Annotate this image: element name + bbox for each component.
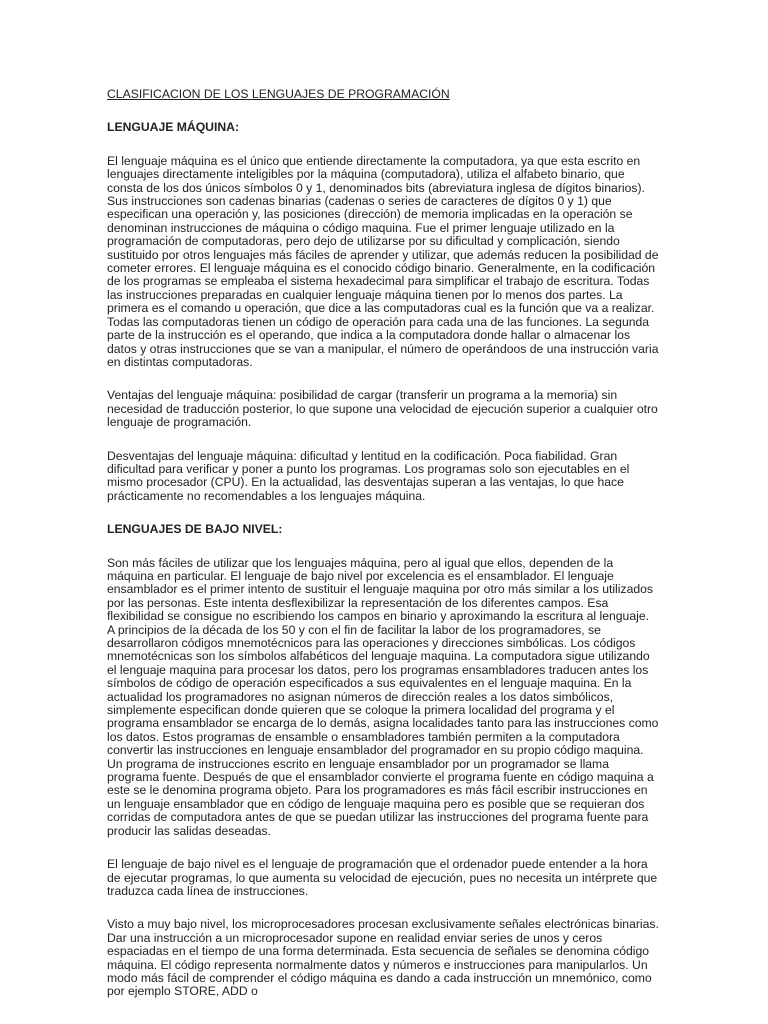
paragraph-bajo-nivel-ensamblador: Son más fáciles de utilizar que los lenguajes máquina, pero al igual que ellos, dependen de la máquina en particular. El lenguaje de bajo nivel por excelencia es el ensamblador. El lenguaje ensamblador es el primer intento de sustituir el lenguaje maquina por otro más similar a los utilizados por las personas. Este intenta desflexibilizar la representación de los diferentes campos. Esa flexibilidad se consigue no escribiendo los campos en binario y aproximando la escritura al lenguaje. A principios de la década de los 50 y con el fin de facilitar la labor de los programadores, se desarrollaron códigos mnemotécnicos para las operaciones y direcciones simbólicas. Los códigos mnemotécnicas son los símbolos alfabéticos del lenguaje maquina. La computadora sigue utilizando el lenguaje maquina para procesar los datos, pero los programas ensambladores traducen antes los símbolos de código de operación especificados a sus equivalentes en el lenguaje maquina. En la actualidad los programadores no asignan números de dirección reales a los datos simbólicos, simplemente especifican donde quieren que se coloque la primera localidad del programa y el programa ensamblador se encarga de lo demás, asigna localidades tanto para las instrucciones como los datos. Estos programas de ensamble o ensambladores también permiten a la computadora convertir las instrucciones en lenguaje ensamblador del programador en su propio código maquina. Un programa de instrucciones escrito en lenguaje ensamblador por un programador se llama programa fuente. Después de que el ensamblador convierte el programa fuente en código maquina a este se le denomina programa objeto. Para los programadores es más fácil escribir instrucciones en un lenguaje ensamblador que en código de lenguaje maquina pero es posible que se requieran dos corridas de computadora antes de que se puedan utilizar las instrucciones del programa fuente para producir las salidas deseadas. [107,555,659,838]
document-title: CLASIFICACION DE LOS LENGUAJES DE PROGRAMACIÓN [107,87,450,101]
paragraph-bajo-nivel-ejecucion: El lenguaje de bajo nivel es el lenguaje de programación que el ordenador puede entender a la hora de ejecutar programas, lo que aumenta su velocidad de ejecución, pues no necesita un intérprete que traduzca cada línea de instrucciones. [107,857,658,898]
paragraph-lenguaje-maquina-definition: El lenguaje máquina es el único que entiende directamente la computadora, ya que esta escrito en lenguajes directamente inteligibles por la máquina (computadora), utiliza el alfabeto binario, que consta de los dos únicos símbolos 0 y 1, denominados bits (abreviatura inglesa de dígitos binarios). Sus instrucciones son cadenas binarias (cadenas o series de caracteres de dígitos 0 y 1) que especifican una operación y, las posiciones (dirección) de memoria implicadas en la operación se denominan instrucciones de máquina o código maquina. Fue el primer lenguaje utilizado en la programación de computadoras, pero dejo de utilizarse por su dificultad y complicación, siendo sustituido por otros lenguajes más fáciles de aprender y utilizar, que además reducen la posibilidad de cometer errores. El lenguaje máquina es el conocido código binario. Generalmente, en la codificación de los programas se empleaba el sistema hexadecimal para simplificar el trabajo de escritura. Todas las instrucciones preparadas en cualquier lenguaje máquina tienen por lo menos dos partes. La primera es el comando u operación, que dice a las computadoras cual es la función que va a realizar. Todas las computadoras tienen un código de operación para cada una de las funciones. La segunda parte de la instrucción es el operando, que indica a la computadora donde hallar o almacenar los datos y otras instrucciones que se van a manipular, el número de operándoos de una instrucción varia en distintas computadoras. [107,153,659,369]
section-heading-bajo-nivel: LENGUAJES DE BAJO NIVEL: [107,522,283,537]
paragraph-lenguaje-maquina-desventajas: Desventajas del lenguaje máquina: dificultad y lentitud en la codificación. Poca fiabilidad. Gran dificultad para verificar y poner a punto los programas. Los programas solo son ejecutables en el mismo procesador (CPU). En la actualidad, las desventajas superan a las ventajas, lo que hace prácticamente no recomendables a los lenguajes máquina. [107,448,630,503]
paragraph-lenguaje-maquina-ventajas: Ventajas del lenguaje máquina: posibilidad de cargar (transferir un programa a la memoria) sin necesidad de traducción posterior, lo que supone una velocidad de ejecución superior a cualquier otro lenguaje de programación. [107,388,658,430]
document-page [107,88,659,1019]
paragraph-bajo-nivel-microprocesadores: Visto a muy bajo nivel, los microprocesadores procesan exclusivamente señales electrónicas binarias. Dar una instrucción a un microprocesador supone en realidad enviar series de unos y ceros espaciadas en el tiempo de una forma determinada. Esta secuencia de señales se denomina código máquina. El código representa normalmente datos y números e instrucciones para manipularlos. Un modo más fácil de comprender el código máquina es dando a cada instrucción un mnemónico, como por ejemplo STORE, ADD o [107,917,659,999]
section-heading-lenguaje-maquina: LENGUAJE MÁQUINA: [107,120,240,135]
